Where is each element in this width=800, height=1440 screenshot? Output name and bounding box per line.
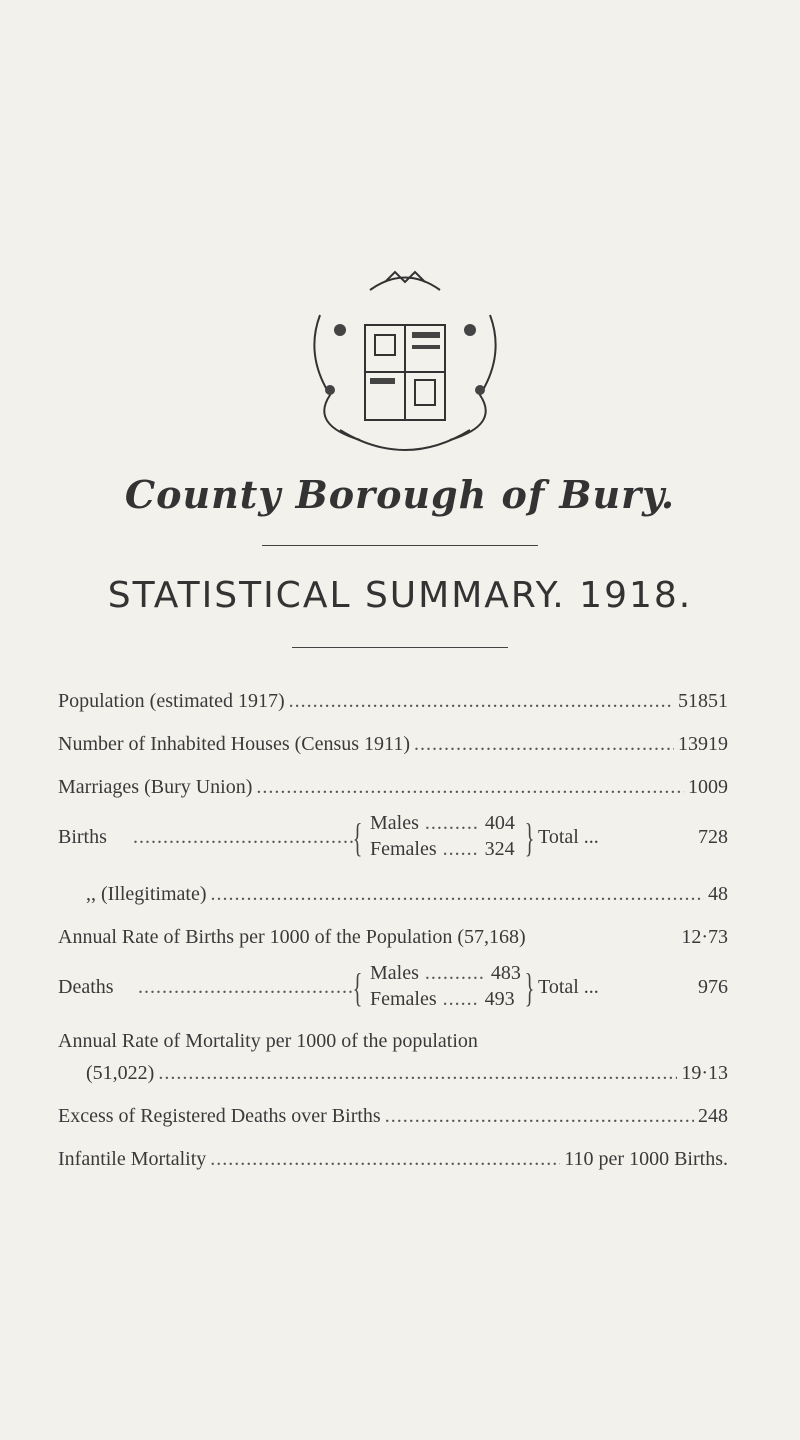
leader-dots bbox=[158, 1062, 677, 1085]
population-row bbox=[58, 690, 728, 713]
birth-rate-row bbox=[58, 926, 728, 949]
leader-dots bbox=[211, 883, 704, 906]
leader-dots bbox=[210, 1148, 560, 1171]
deaths-females bbox=[370, 988, 515, 1011]
leader-dots bbox=[385, 1105, 694, 1128]
houses-value: 13919 bbox=[678, 733, 728, 755]
houses-row bbox=[58, 733, 728, 756]
leader-dots bbox=[414, 733, 674, 756]
deaths-total-label: Total ... bbox=[538, 976, 599, 998]
deaths-group bbox=[58, 962, 728, 1018]
left-brace: { bbox=[352, 965, 363, 1010]
infantile-value: 110 per 1000 Births. bbox=[564, 1148, 728, 1170]
excess-label: Excess of Registered Deaths over Births bbox=[58, 1105, 381, 1127]
mortality-population: (51,022) bbox=[86, 1062, 155, 1084]
marriages-label: Marriages (Bury Union) bbox=[58, 776, 253, 798]
births-males-label: Males bbox=[370, 812, 419, 834]
deaths-males-label: Males bbox=[370, 962, 419, 984]
illegitimate-label: ,, (Illegitimate) bbox=[86, 883, 207, 905]
excess-value: 248 bbox=[698, 1105, 728, 1127]
leader-dots: ......... bbox=[418, 812, 485, 834]
illegitimate-value: 48 bbox=[708, 883, 728, 905]
mortality-row bbox=[58, 1062, 728, 1085]
infantile-row bbox=[58, 1148, 728, 1171]
births-total-label: Total ... bbox=[538, 826, 599, 848]
mortality-value: 19·13 bbox=[681, 1062, 728, 1084]
marriages-row bbox=[58, 776, 728, 799]
births-females-value: 324 bbox=[484, 838, 515, 860]
birth-rate-value: 12·73 bbox=[681, 926, 728, 948]
deaths-females-value: 493 bbox=[484, 988, 515, 1010]
population-label: Population (estimated 1917) bbox=[58, 690, 285, 712]
births-males bbox=[370, 812, 515, 835]
births-males-value: 404 bbox=[484, 812, 515, 834]
births-females-label: Females bbox=[370, 838, 437, 860]
right-brace: } bbox=[524, 965, 535, 1010]
borough-title: County Borough of Bury. bbox=[124, 472, 676, 517]
borough-crest-image bbox=[300, 270, 510, 460]
deaths-label: Deaths bbox=[58, 976, 114, 998]
deaths-males-value: 483 bbox=[490, 962, 521, 984]
left-brace: { bbox=[352, 815, 363, 860]
births-females bbox=[370, 838, 515, 861]
population-value: 51851 bbox=[678, 690, 728, 712]
leader-dots bbox=[289, 690, 674, 713]
divider-top bbox=[262, 545, 538, 546]
divider-bottom bbox=[292, 647, 508, 648]
leader-dots: ...... bbox=[436, 838, 485, 860]
leader-dots: .......... bbox=[418, 962, 491, 984]
excess-row bbox=[58, 1105, 728, 1128]
deaths-total-value: 976 bbox=[698, 976, 728, 998]
deaths-females-label: Females bbox=[370, 988, 437, 1010]
houses-label: Number of Inhabited Houses (Census 1911) bbox=[58, 733, 410, 755]
leader-dots bbox=[133, 826, 353, 849]
illegitimate-row bbox=[58, 883, 728, 906]
leader-dots bbox=[256, 776, 684, 799]
leader-dots: ...... bbox=[436, 988, 485, 1010]
mortality-label: Annual Rate of Mortality per 1000 of the population bbox=[58, 1030, 478, 1052]
births-label: Births bbox=[58, 826, 107, 848]
right-brace: } bbox=[524, 815, 535, 860]
birth-rate-label: Annual Rate of Births per 1000 of the Population (57,168) bbox=[58, 926, 526, 948]
page-title: STATISTICAL SUMMARY. 1918. bbox=[107, 575, 693, 616]
infantile-label: Infantile Mortality bbox=[58, 1148, 207, 1170]
births-group bbox=[58, 812, 728, 868]
deaths-males bbox=[370, 962, 521, 985]
leader-dots bbox=[138, 976, 353, 999]
marriages-value: 1009 bbox=[688, 776, 728, 798]
births-total-value: 728 bbox=[698, 826, 728, 848]
